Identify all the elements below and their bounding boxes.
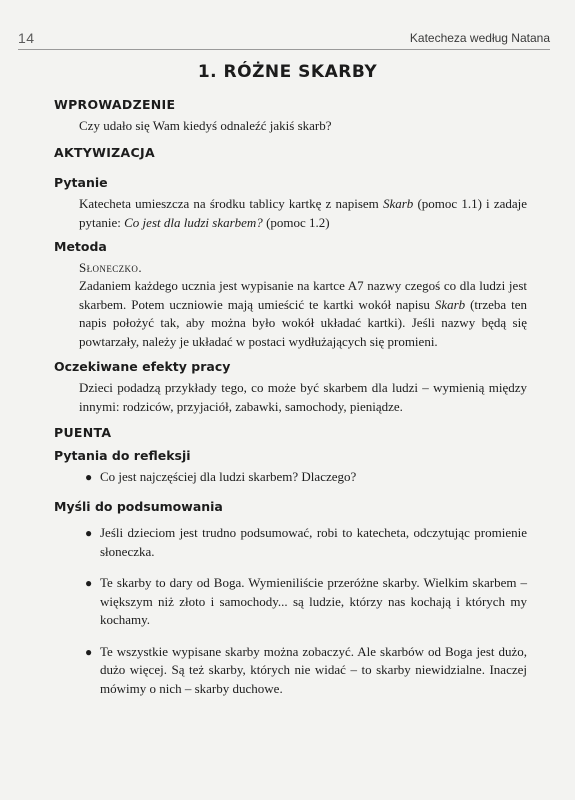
subheading-pytania-do-refleksji: Pytania do refleksji [54, 448, 191, 463]
subheading-pytanie: Pytanie [54, 175, 108, 190]
subheading-efekty: Oczekiwane efekty pracy [54, 359, 231, 374]
list-item: ● Co jest najczęściej dla ludzi skarbem? Dlaczego? [79, 468, 527, 487]
bullet-icon: ● [85, 576, 93, 590]
bullet-icon: ● [85, 526, 93, 540]
metoda-text: Zadaniem każdego ucznia jest wypisanie na kartce A7 nazwy czegoś co dla ludzi jest skarbem. Potem uczniowie mają umieścić te kartki wokół napisu Skarb (trzeba ten napis położyć tak, aby można było wokół układać kartki). Jeśli nazwy będą się powtarzały, należy je układać w postaci wydłużających się promieni. [79, 278, 527, 349]
subheading-mysli-do-podsumowania: Myśli do podsumowania [54, 499, 223, 514]
page-number: 14 [18, 30, 35, 46]
list-item: ● Te wszystkie wypisane skarby można zobaczyć. Ale skarbów od Boga jest dużo, dużo więcej. Są też skarby, których nie widać – to skarby niewidzialne. Inaczej mówimy o nich – skarby duchowe. [85, 643, 527, 696]
list-item: ● Te skarby to dary od Boga. Wymieniliście przeróżne skarby. Wielkim skarbem – większym niż złoto i samochody... są ludzie, którzy nas kochają i których my kochamy. [85, 575, 527, 627]
list-item: ● Jeśli dzieciom jest trudno podsumować, robi to katecheta, odczytując promienie słoneczka. [85, 525, 527, 559]
page-header [18, 30, 550, 48]
pytania-list [79, 468, 527, 487]
pytanie-text: Katecheta umieszcza na środku tablicy kartkę z napisem Skarb (pomoc 1.1) i zadaje pytanie: Co jest dla ludzi skarbem? (pomoc 1.2) [79, 196, 528, 230]
mysli-list [79, 524, 527, 698]
bullet-icon: ● [85, 470, 93, 484]
chapter-title: 1. RÓŻNE SKARBY [197, 62, 378, 82]
header-rule [18, 49, 550, 50]
section-heading-aktywizacja: AKTYWIZACJA [54, 145, 155, 160]
section-heading-puenta: PUENTA [54, 425, 112, 440]
metoda-method-name: Słoneczko. [79, 260, 142, 275]
running-head: Katecheza według Natana [409, 31, 550, 45]
wprowadzenie-text: Czy udało się Wam kiedyś odnaleźć jakiś skarb? [79, 118, 332, 133]
bullet-icon: ● [85, 644, 93, 659]
subheading-metoda: Metoda [54, 239, 107, 254]
efekty-text: Dzieci podadzą przykłady tego, co może być skarbem dla ludzi – wymienią między innymi: rodziców, przyjaciół, zabawki, samochody, pieniądze. [79, 380, 527, 414]
section-heading-wprowadzenie: WPROWADZENIE [54, 97, 176, 112]
